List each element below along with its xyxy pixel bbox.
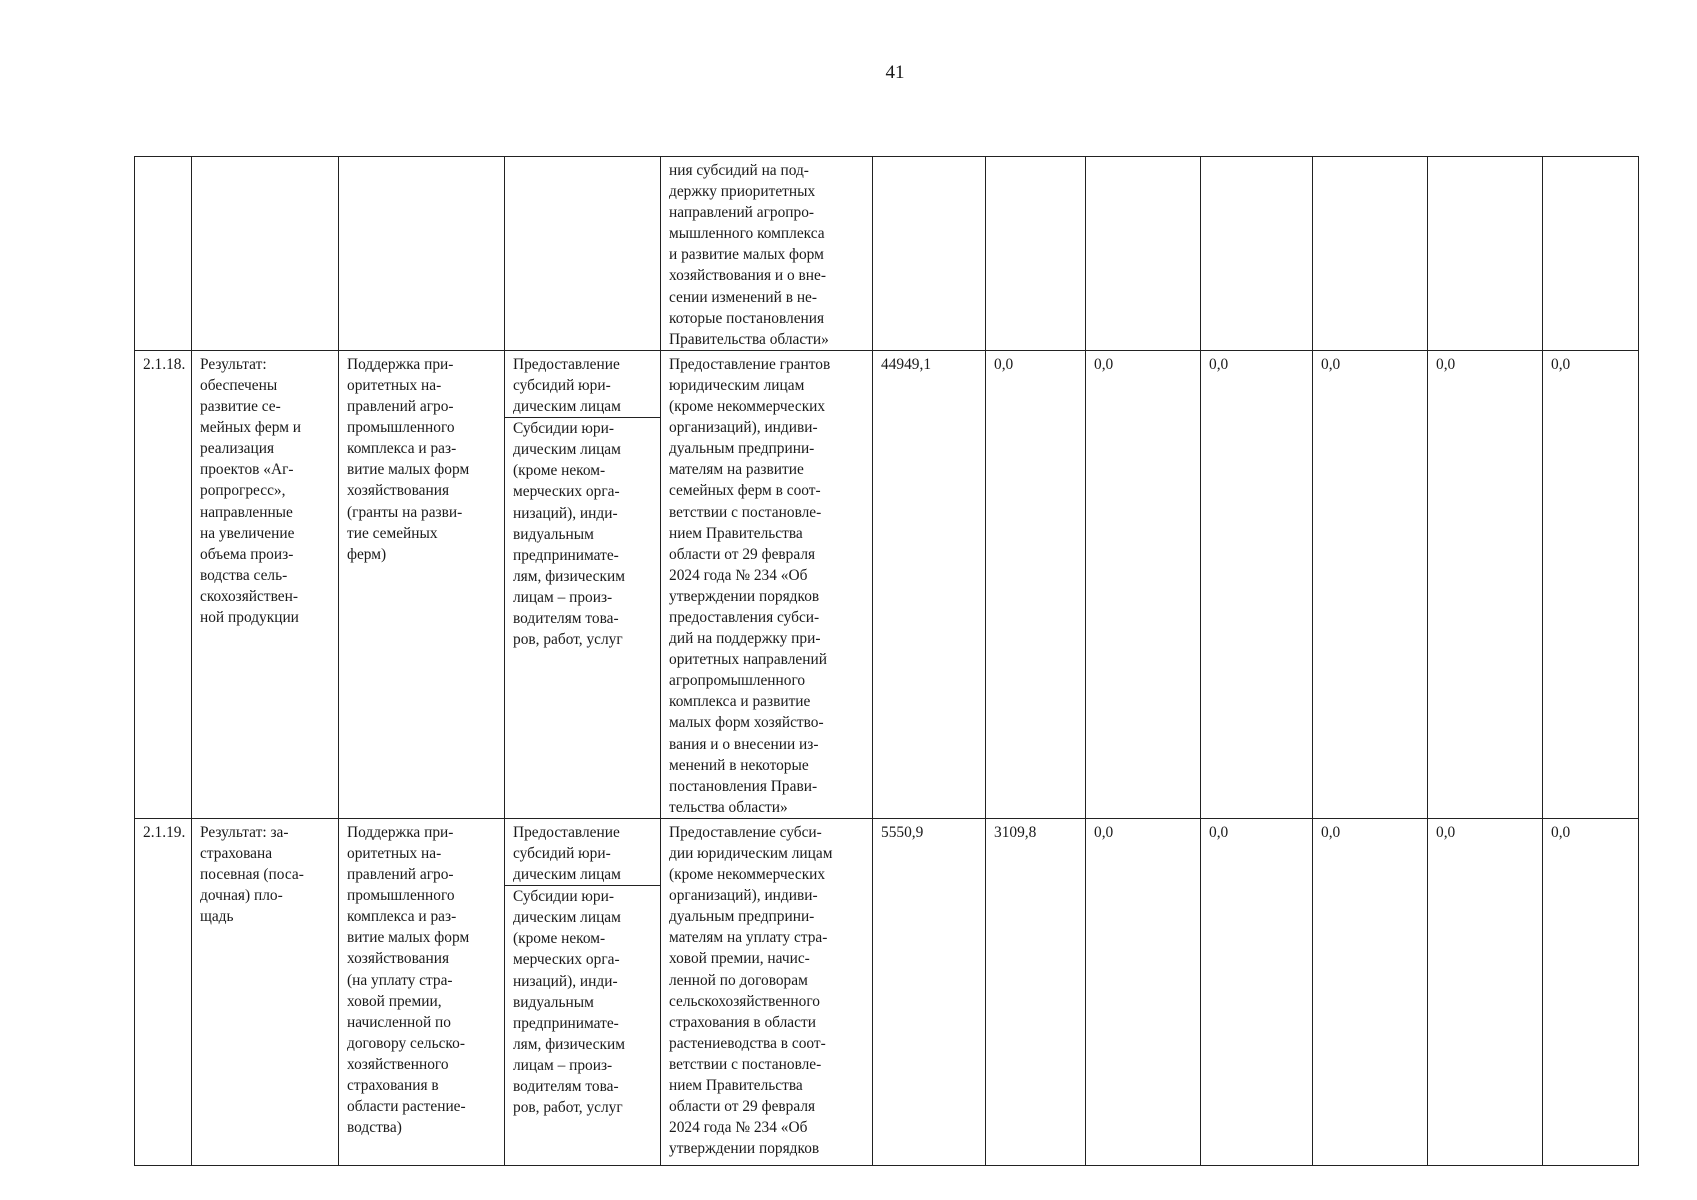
cell-empty bbox=[1428, 157, 1543, 351]
support-type-cell bbox=[505, 350, 661, 818]
direction-cell: Поддержка при- оритетных на- правлений агро- промышленного комплекса и раз- витие малых форм хозяйствования (на уплату стра- ховой премии, начисленной по договору сельско- хозяйственного страхования в области растение- водства) bbox=[339, 818, 505, 1165]
value-cell: 0,0 bbox=[986, 350, 1086, 818]
cell-empty bbox=[873, 157, 986, 351]
value-cell: 0,0 bbox=[1428, 818, 1543, 1165]
description-cell bbox=[661, 157, 873, 351]
value-cell: 0,0 bbox=[1428, 350, 1543, 818]
support-type: Предоставление субсидий юри- дическим лицам bbox=[505, 822, 660, 886]
cell-empty bbox=[1201, 157, 1313, 351]
cell-empty bbox=[339, 157, 505, 351]
value-cell: 0,0 bbox=[1201, 350, 1313, 818]
row-number: 2.1.18. bbox=[135, 350, 192, 818]
value-cell: 5550,9 bbox=[873, 818, 986, 1165]
value-cell: 0,0 bbox=[1313, 350, 1428, 818]
cell-empty bbox=[1543, 157, 1639, 351]
cell-empty bbox=[1313, 157, 1428, 351]
result-cell: Результат: за- страхована посевная (поса- дочная) пло- щадь bbox=[192, 818, 339, 1165]
value-cell: 0,0 bbox=[1313, 818, 1428, 1165]
value-cell: 0,0 bbox=[1086, 350, 1201, 818]
program-table bbox=[134, 156, 1639, 1166]
value-cell: 0,0 bbox=[1543, 350, 1639, 818]
value-cell: 3109,8 bbox=[986, 818, 1086, 1165]
support-subtype: Субсидии юри- дическим лицам (кроме неком- мерческих орга- низаций), инди- видуальным предпринимате- лям, физическим лицам – произ- водителям това- ров, работ, услуг bbox=[513, 888, 625, 1117]
support-subtype: Субсидии юри- дическим лицам (кроме неком- мерческих орга- низаций), инди- видуальным предпринимате- лям, физическим лицам – произ- водителям това- ров, работ, услуг bbox=[513, 420, 625, 649]
page-number: 41 bbox=[885, 62, 905, 83]
description-cell: Предоставление грантов юридическим лицам (кроме некоммерческих организаций), индиви- дуальным предприни- мателям на развитие семейных ферм в соот- ветствии с постановле- нием Правительства области от 29 февраля 2024 года № 234 «Об утверждении порядков предоставления субси- дий на поддержку при- оритетных направлений агропромышленного комплекса и развитие малых форм хозяйство- вания и о внесении из- менений в некоторые постановления Прави- тельства области» bbox=[661, 350, 873, 818]
cell-empty bbox=[986, 157, 1086, 351]
legal-basis-text: ния субсидий на под- держку приоритетных направлений агропро- мышленного комплекса и развитие малых форм хозяйствования и о вне- сении изменений в не- которые постановления Правительства области» bbox=[669, 162, 829, 348]
value-cell: 0,0 bbox=[1201, 818, 1313, 1165]
description-cell: Предоставление субси- дии юридическим лицам (кроме некоммерческих организаций), индиви- дуальным предприни- мателям на уплату стра- ховой премии, начис- ленной по договорам сельскохозяйственного страхования в области растениеводства в соот- ветствии с постановле- нием Правительства области от 29 февраля 2024 года № 234 «Об утверждении порядков bbox=[661, 818, 873, 1165]
cell-empty bbox=[1086, 157, 1201, 351]
row-number: 2.1.19. bbox=[135, 818, 192, 1165]
support-type: Предоставление субсидий юри- дическим лицам bbox=[505, 354, 660, 418]
value-cell: 0,0 bbox=[1543, 818, 1639, 1165]
cell-empty bbox=[505, 157, 661, 351]
support-type-cell bbox=[505, 818, 661, 1165]
result-cell: Результат: обеспечены развитие се- мейных ферм и реализация проектов «Аг- ропрогресс», направленные на увеличение объема произ- водства сель- скохозяйствен- ной продукции bbox=[192, 350, 339, 818]
direction-cell: Поддержка при- оритетных на- правлений агро- промышленного комплекса и раз- витие малых форм хозяйствования (гранты на разви- тие семейных ферм) bbox=[339, 350, 505, 818]
table-row bbox=[135, 818, 1639, 1165]
value-cell: 0,0 bbox=[1086, 818, 1201, 1165]
table-row bbox=[135, 157, 1639, 351]
table-row bbox=[135, 350, 1639, 818]
value-cell: 44949,1 bbox=[873, 350, 986, 818]
cell-empty bbox=[192, 157, 339, 351]
cell-empty bbox=[135, 157, 192, 351]
